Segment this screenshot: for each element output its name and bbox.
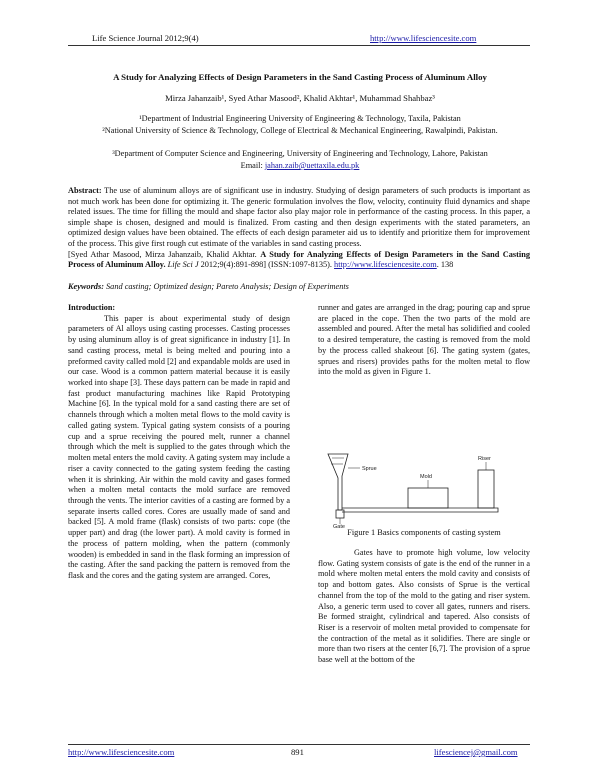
affiliation-2: ²National University of Science & Technology, College of Electrical & Mechanical Engineering, Rawalpindi, Pakistan.	[102, 126, 498, 135]
citation-number: . 138	[436, 260, 454, 270]
citation-rest: 2012;9(4):891-898] (ISSN:1097-8135).	[200, 260, 332, 270]
citation-title: A Study for Analyzing Effects of Design Parameters in the Sand Casting Process of Aluminum Alloy.	[68, 249, 530, 270]
mold-cavity-shape	[408, 488, 448, 508]
email-link[interactable]: jahan.zaib@uettaxila.edu.pk	[264, 161, 360, 170]
abstract-block	[68, 186, 530, 271]
footer-url-link[interactable]: http://www.lifesciencesite.com	[68, 747, 175, 757]
journal-header: Life Science Journal 2012;9(4)	[92, 33, 199, 43]
affiliation-1: ¹Department of Industrial Engineering University of Engineering & Technology, Taxila, Pakistan	[139, 114, 461, 123]
abstract-label: Abstract:	[68, 186, 102, 195]
right-column-bottom	[318, 548, 530, 666]
affiliation-3: ³Department of Computer Science and Engineering, University of Engineering and Technology, Lahore, Pakistan	[112, 149, 488, 158]
sprue-shape	[328, 454, 348, 510]
mold-label: Mold	[420, 474, 432, 480]
email-label: Email:	[240, 161, 263, 170]
header-url-link[interactable]: http://www.lifesciencesite.com	[370, 33, 477, 43]
pouring-cup-lines	[331, 458, 344, 464]
citation-journal: Life Sci J	[167, 260, 199, 270]
citation-url-link[interactable]: http://www.lifesciencesite.com	[334, 260, 437, 270]
right-paragraph-1: runner and gates are arranged in the drag; pouring cap and sprue are placed in the cope. Then the two parts of the mold are assembled and poured. After the metal has solidified and cooled to a desired temperature, the casting is removed from the mold by the process called shakeout [6]. The gating system (gates, sprues and risers) provides paths for the molten metal to flow into the mold as given in Figure 1.	[318, 303, 530, 377]
left-column	[68, 303, 290, 582]
casting-diagram-svg	[318, 448, 530, 528]
figure-caption: Figure 1 Basics components of casting system	[347, 528, 501, 537]
footer-divider	[68, 744, 530, 745]
citation-authors: [Syed Athar Masood, Mirza Jahanzaib, Khalid Akhtar.	[68, 249, 257, 259]
riser-label: Riser	[478, 456, 491, 462]
right-paragraph-2: Gates have to promote high volume, low velocity flow. Gating system consists of gate is the end of the runner in a mold where molten metal enters the mold cavity and consists of top and bottom gates. Also consists of Sprue is the vertical channel from the top of the mold to the gating and riser system. Also, a generic term used to cover all gates, runners and risers. Be formed straight, cylindrical and tapered. Also consists of Riser is a reservoir of molten metal provided to compensate for the contraction of the metal as it solidifies. There are single or more than two risers at the center [6,7]. The provision of a sprue base well at the bottom of the	[318, 548, 530, 665]
abstract-text: The use of aluminum alloys are of significant use in industry. Studying of design parameters of such products is important as not much work has been done for optimizing it. The generic formulation involves the flow, velocity, continuity fluid dynamics and shape related issues. The time for filling the mould and shape factor also play major role in performance of the casting process. In this paper, a simple shape is chosen, designed and mould is finalized. From casting and then design experiments with the stated parameters, an optimized design values have been obtained. The effects of each design parameter aid us to identify and prioritize them for improvement of the process. This give first rough cut estimate of the variables in sand casting process.	[68, 186, 530, 248]
footer-email-link[interactable]: lifesciencej@gmail.com	[434, 747, 518, 757]
runner-shape	[342, 508, 498, 512]
paper-title: A Study for Analyzing Effects of Design Parameters in the Sand Casting Process of Aluminum Alloy	[113, 72, 487, 82]
header-divider	[68, 45, 530, 46]
email-line	[80, 160, 520, 171]
sprue-base-shape	[336, 510, 344, 518]
page-number: 891	[291, 747, 304, 757]
keywords-text: Sand casting; Optimized design; Pareto Analysis; Design of Experiments	[106, 282, 349, 291]
right-column-top	[318, 303, 530, 378]
gate-label: Gate	[333, 524, 345, 528]
keywords-line	[68, 282, 530, 291]
intro-paragraph: This paper is about experimental study of design parameters of Al alloys using casting processes. Casting processes by using aluminum alloy is of great significance in industry [1]. In sand casting process, metal is being melted and pouring into a preformed cavity called mold [2] and expandable molds are used in our case. Wood is a common pattern material because it is easily worked into shape [3]. These days pattern can be made in rapid and fast product manufacturing machines like Rapid Prototyping Machine [6]. In the typical mold for a sand casting there are set of channels through which a molten metal flows to the mold cavity is called gating system. Typical gating system consists of a pouring cup and a sprue receiving the poured melt, runner a channel through which the melt is supplied to the gates through which the molten metal enters the mold cavity. A gating system may include a riser a cavity connected to the gating system feeding the casting when it is shrinking. Air within the mold cavity and gases formed when a molten metal contacts the mold surface are removed through the vents. The interior cavities of a casting are formed by a separate inserts called cores. Cores are usually made of sand and backed [5]. A mold frame (flask) consists of two parts: cope (the upper part) and drag (the lower part). A mold cavity is formed in the process of pattern molding, when the pattern (commonly wooden) is embedded in sand in the flask forming an impression of the casting. After the sand packing the pattern is removed from the flask and the cores and the gating system are arranged. Cores,	[68, 313, 290, 580]
keywords-label: Keywords:	[68, 282, 104, 291]
riser-shape	[478, 470, 494, 508]
sprue-label: Sprue	[362, 466, 377, 472]
author-list: Mirza Jahanzaib¹, Syed Athar Masood², Khalid Akhtar¹, Muhammad Shahbaz³	[165, 93, 435, 103]
intro-heading: Introduction:	[68, 303, 116, 312]
